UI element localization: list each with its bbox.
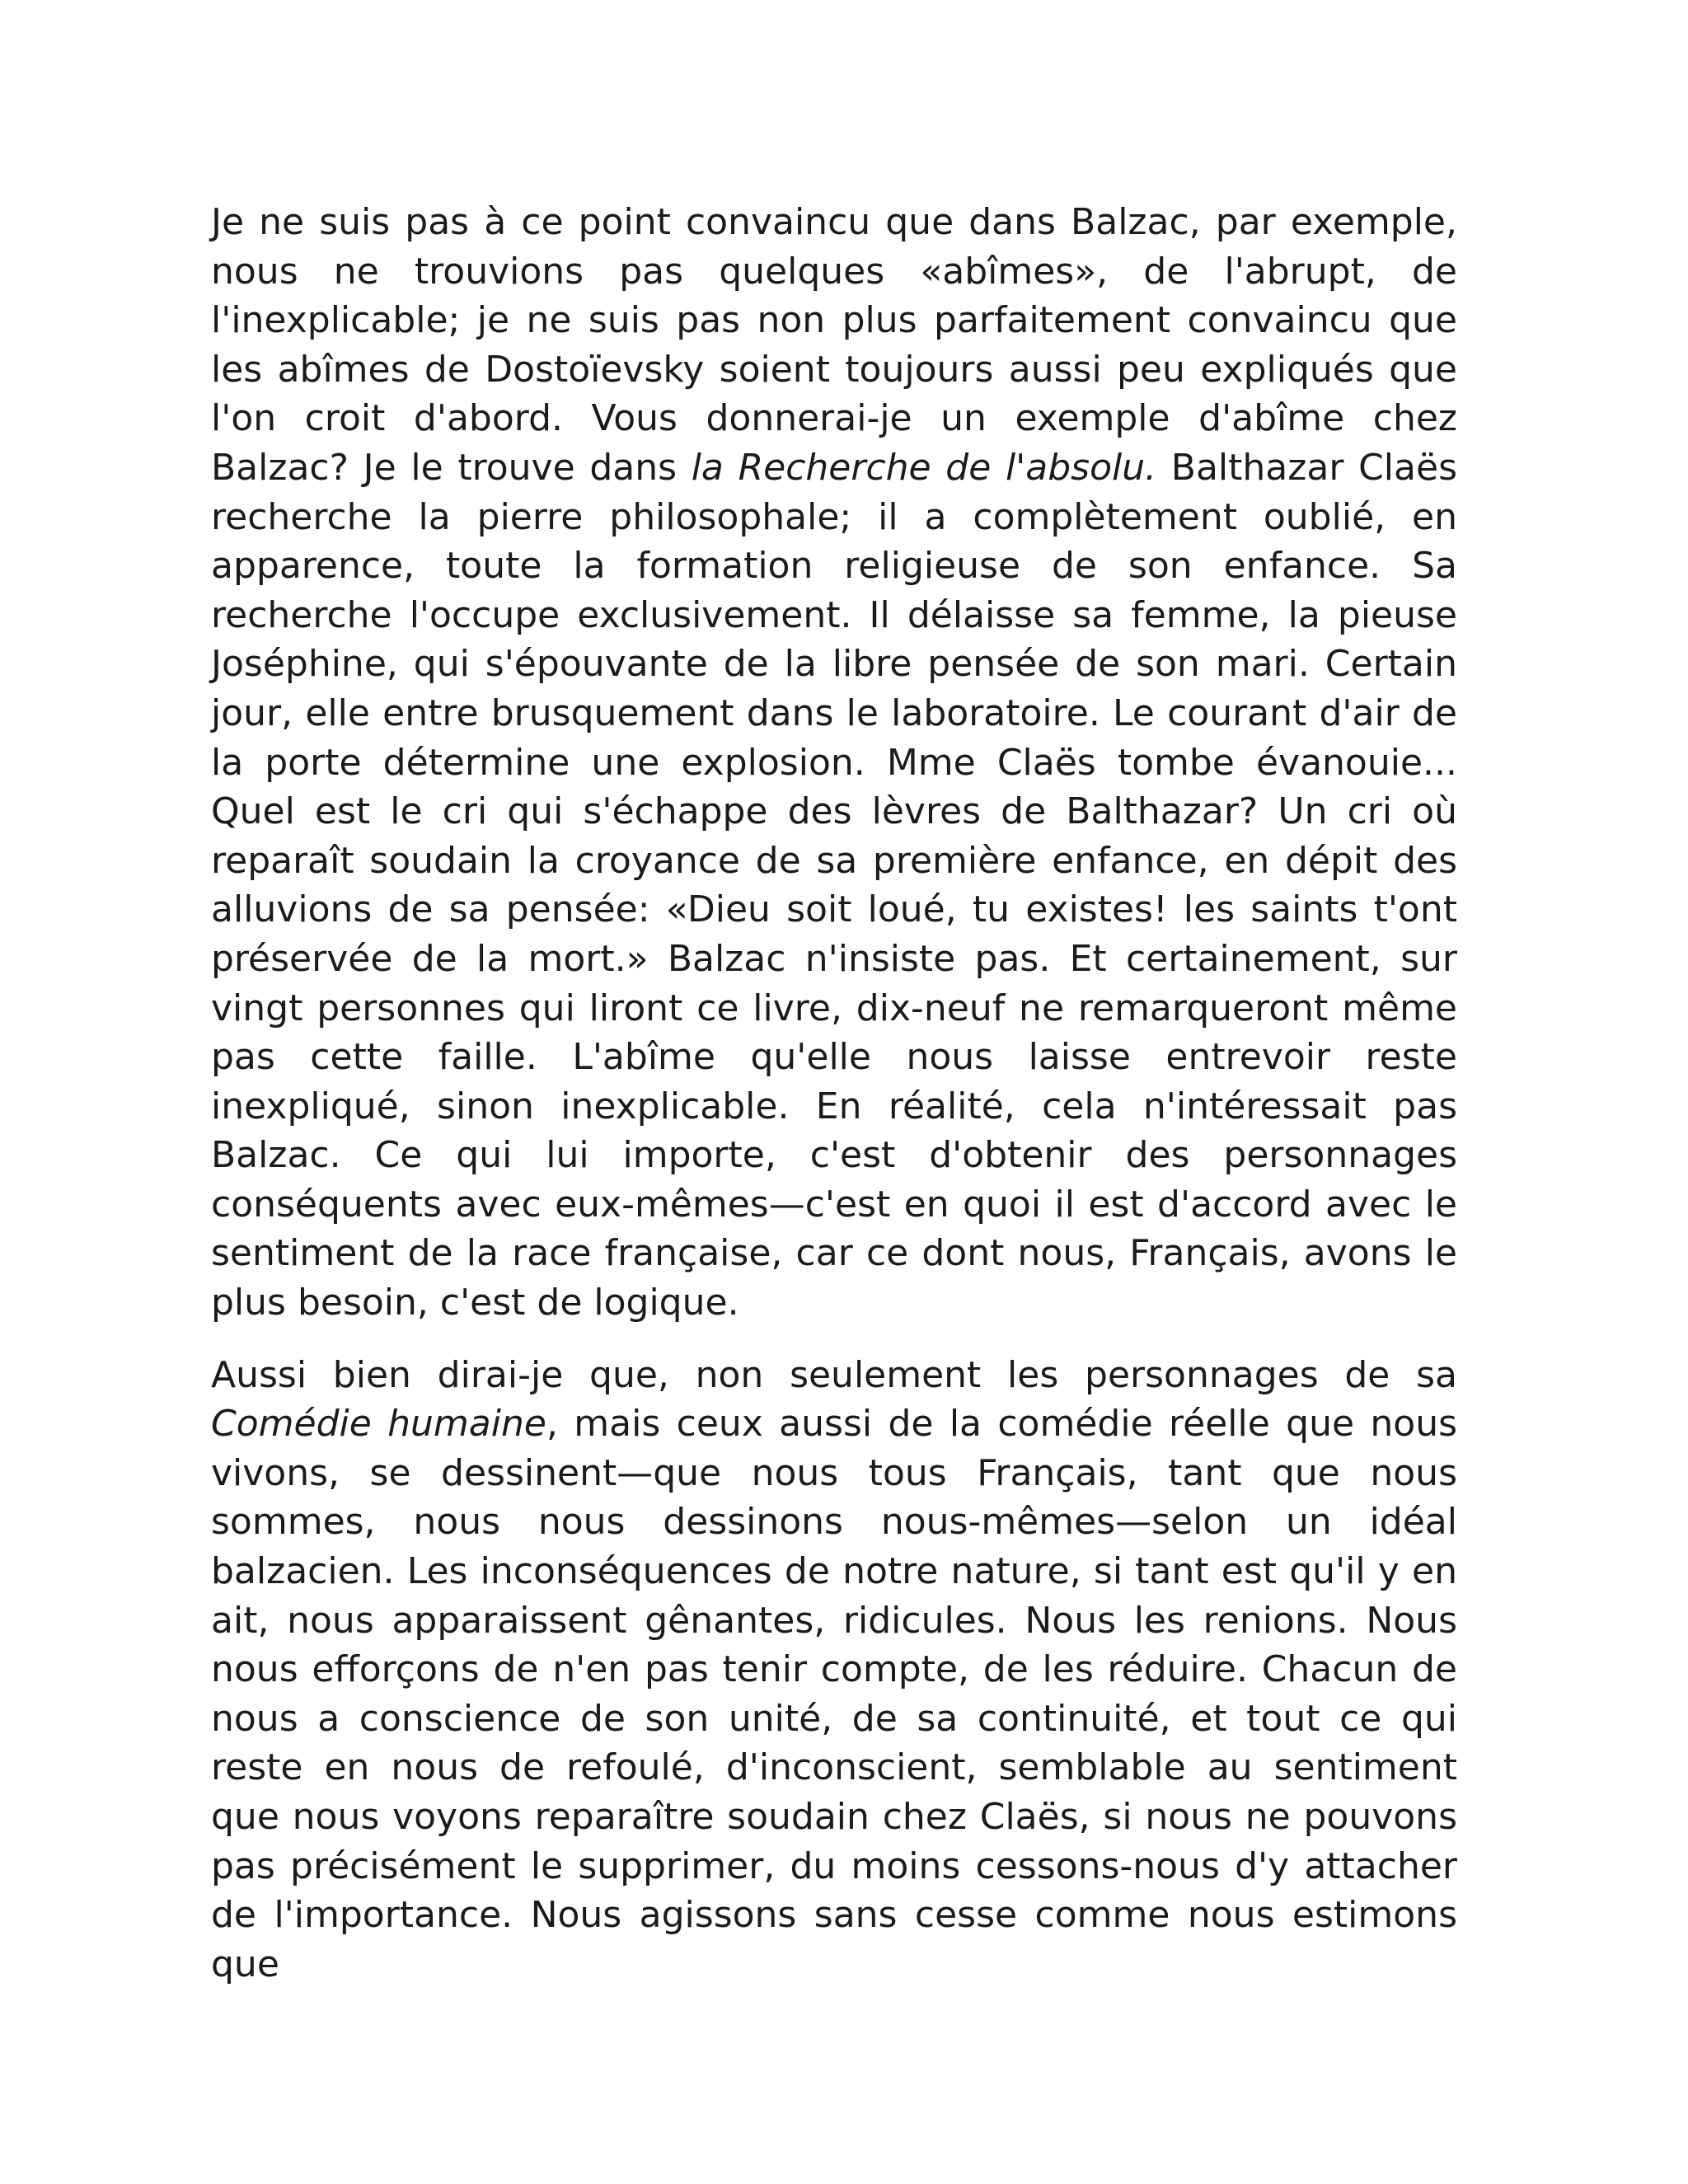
paragraph-2-text-2: , mais ceux aussi de la comédie réelle que nous vivons, se dessinent—que nous tous Français, tant que nous sommes, nous nous dessinons nous-mêmes—selon un idéal balzacien. Les inconséquences de notre nature, si tant est qu'il y en ait, nous apparaissent gênantes, ridicules. Nous les renions. Nous nous efforçons de n'en pas tenir compte, de les réduire. Chacun de nous a conscience de son unité, de sa continuité, et tout ce qui reste en nous de refoulé, d'inconscient, semblable au sentiment que nous voyons reparaître soudain chez Claës, si nous ne pouvons pas précisément le supprimer, du moins cessons-nous d'y attacher de l'importance. Nous agissons sans cesse comme nous estimons que (211, 1403, 1458, 1985)
paragraph-2 (211, 1351, 1457, 1990)
paragraph-1-text-2: Balthazar Claës recherche la pierre philosophale; il a complètement oublié, en apparence, toute la formation religieuse de son enfance. Sa recherche l'occupe exclusivement. Il délaisse sa femme, la pieuse Joséphine, qui s'épouvante de la libre pensée de son mari. Certain jour, elle entre brusquement dans le laboratoire. Le courant d'air de la porte détermine une explosion. Mme Claës tombe évanouie... Quel est le cri qui s'échappe des lèvres de Balthazar? Un cri où reparaît soudain la croyance de sa première enfance, en dépit des alluvions de sa pensée: «Dieu soit loué, tu existes! les saints t'ont préservée de la mort.» Balzac n'insiste pas. Et certainement, sur vingt personnes qui liront ce livre, dix-neuf ne remarqueront même pas cette faille. L'abîme qu'elle nous laisse entrevoir reste inexpliqué, sinon inexplicable. En réalité, cela n'intéressait pas Balzac. Ce qui lui importe, c'est d'obtenir des personnages conséquents avec eux-mêmes—c'est en quoi il est d'accord avec le sentiment de la race française, car ce dont nous, Français, avons le plus besoin, c'est de logique. (211, 446, 1457, 1324)
paragraph-1-text-1: Je ne suis pas à ce point convaincu que dans Balzac, par exemple, nous ne trouvions pas quelques «abîmes», de l'abrupt, de l'inexplicable; je ne suis pas non plus parfaitement convaincu que les abîmes de Dostoïevsky soient toujours aussi peu expliqués que l'on croit d'abord. Vous donnerai-je un exemple d'abîme chez Balzac? Je le trouve dans (211, 201, 1457, 489)
book-title-recherche-absolu: la Recherche de l'absolu. (691, 446, 1157, 489)
document-page (211, 198, 1457, 1989)
paragraph-2-text-1: Aussi bien dirai-je que, non seulement les personnages de sa (211, 1353, 1457, 1396)
paragraph-1 (211, 198, 1457, 1328)
book-title-comedie-humaine: Comédie humaine (211, 1403, 546, 1446)
